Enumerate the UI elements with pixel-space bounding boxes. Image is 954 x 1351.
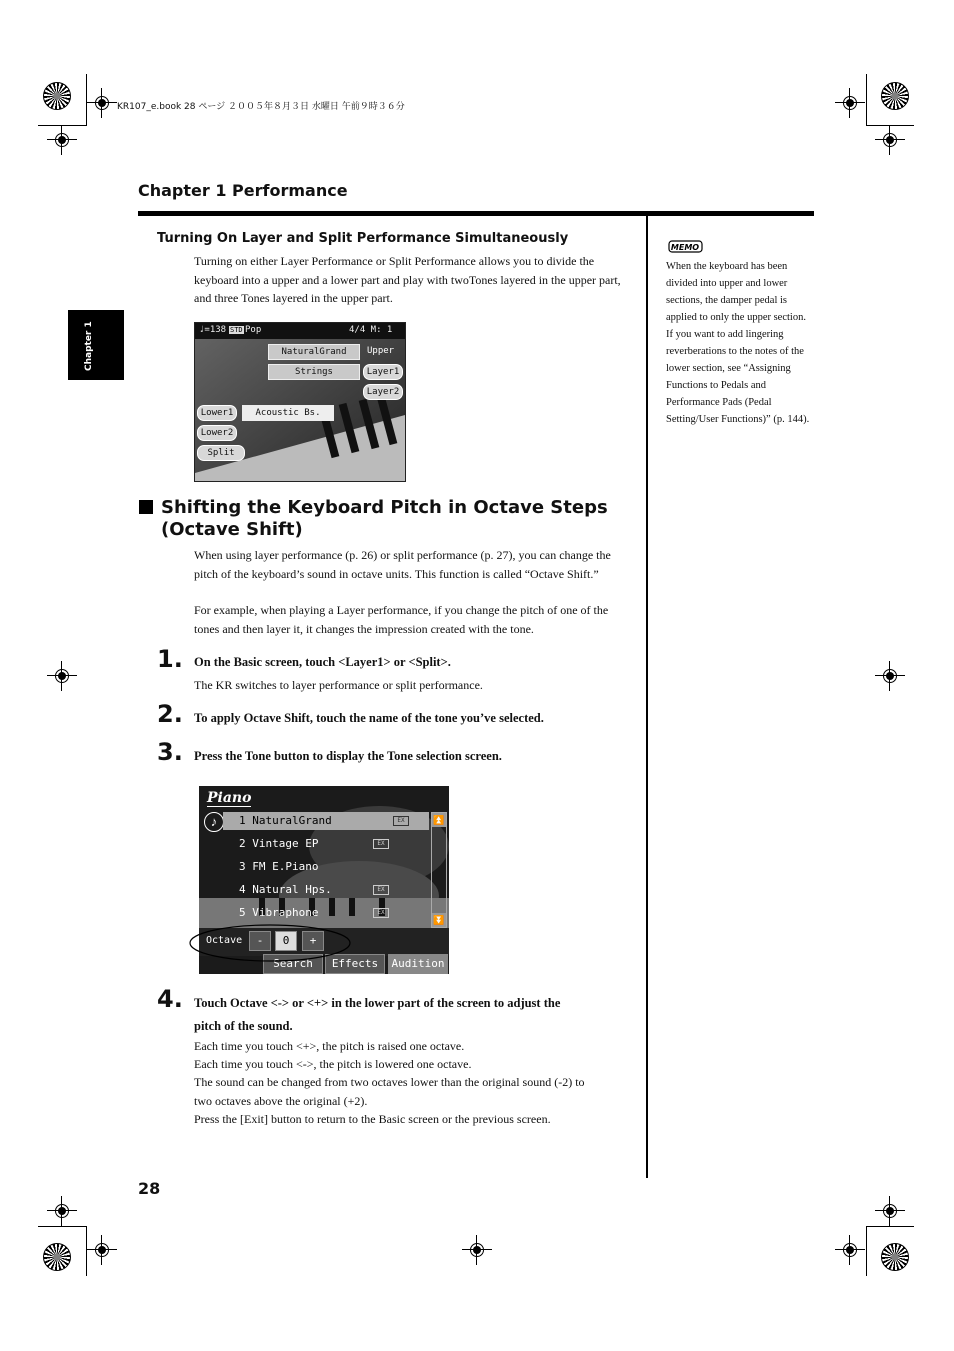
- step-text: Touch Octave <-> or <+> in the lower part of the screen to adjust the: [194, 996, 561, 1010]
- status-bar: [195, 323, 405, 339]
- memo-icon-label: MEMO: [670, 243, 700, 252]
- registration-mark: [47, 1196, 77, 1226]
- registration-mark: [875, 1196, 905, 1226]
- step-number: 1.: [157, 645, 183, 673]
- scrollbar[interactable]: [431, 812, 447, 928]
- step-note: The sound can be changed from two octaves lower than the original sound (-2) to: [194, 1075, 585, 1089]
- step-number: 3.: [157, 738, 183, 766]
- tone-name: 2 Vintage EP: [239, 837, 319, 850]
- octave-label: Octave: [206, 935, 243, 946]
- registration-mark: [875, 125, 905, 155]
- registration-mark: [87, 88, 117, 118]
- tone-name: 5 Vibraphone: [239, 906, 319, 919]
- lower-tone-name[interactable]: Acoustic Bs.: [242, 405, 334, 421]
- layer2-button[interactable]: Layer2: [363, 384, 403, 400]
- ex-badge: EX: [373, 839, 389, 849]
- step-text: pitch of the sound.: [194, 1019, 293, 1033]
- tone-list-item[interactable]: [223, 812, 429, 830]
- tone-list-item[interactable]: [239, 835, 409, 853]
- step-text: On the Basic screen, touch <Layer1> or <Split>.: [194, 655, 451, 669]
- page-number: 28: [138, 1179, 161, 1198]
- registration-rosette: [43, 1243, 71, 1271]
- tempo-readout: ♩=138: [199, 325, 227, 335]
- registration-rosette: [43, 82, 71, 110]
- registration-mark: [875, 661, 905, 691]
- subsection-body: Turning on either Layer Performance or Split Performance allows you to divide the keyboard into a upper and a lower part and play with twoTones layered in the upper part, and three Tones layered in the upper part.: [194, 254, 621, 305]
- step-number: 4.: [157, 985, 183, 1013]
- section-title-line1: Shifting the Keyboard Pitch in Octave Steps: [161, 497, 608, 518]
- memo-icon: [668, 239, 702, 253]
- style-name: Pop: [245, 325, 262, 335]
- subsection-title: Turning On Layer and Split Performance Simultaneously: [157, 231, 569, 246]
- header-rule: [138, 211, 814, 216]
- registration-mark: [47, 661, 77, 691]
- registration-mark: [835, 88, 865, 118]
- ex-badge: EX: [393, 816, 409, 826]
- tone-name: 3 FM E.Piano: [239, 860, 319, 873]
- file-header: KR107_e.book 28 ページ ２００５年８月３日 水曜日 午前９時３６分: [117, 102, 405, 112]
- octave-plus-button[interactable]: +: [302, 931, 324, 951]
- octave-value: 0: [275, 931, 297, 951]
- section-para2: For example, when playing a Layer performance, if you change the pitch of one of the tones and then layer it, it changes the impression created with the tone.: [194, 603, 609, 636]
- effects-button[interactable]: Effects: [325, 954, 385, 974]
- registration-rosette: [881, 82, 909, 110]
- ex-badge: EX: [373, 908, 389, 918]
- step-note: The KR switches to layer performance or split performance.: [194, 678, 483, 692]
- lower1-button[interactable]: Lower1: [197, 405, 237, 421]
- scroll-bottom-icon[interactable]: ⏬: [433, 915, 445, 925]
- step-note: Each time you touch <+>, the pitch is raised one octave.: [194, 1039, 465, 1053]
- measure-readout: 4/4 M: 1: [349, 325, 393, 335]
- octave-highlight-ellipse: [187, 922, 353, 964]
- step-note: Each time you touch <->, the pitch is lowered one octave.: [194, 1057, 472, 1071]
- search-button[interactable]: Search: [263, 954, 323, 974]
- tone-name: 1 NaturalGrand: [239, 814, 332, 827]
- column-divider: [646, 216, 648, 1178]
- registration-mark: [87, 1235, 117, 1265]
- note-icon: ♪: [204, 812, 224, 832]
- tone-name: 4 Natural Hps.: [239, 883, 332, 896]
- step-number: 2.: [157, 700, 183, 728]
- scroll-top-icon[interactable]: ⏫: [433, 815, 445, 825]
- registration-mark: [47, 125, 77, 155]
- step-note: two octaves above the original (+2).: [194, 1094, 368, 1108]
- chapter-header: Chapter 1 Performance: [138, 181, 348, 200]
- basic-screen-image: [194, 322, 406, 482]
- section-para1: When using layer performance (p. 26) or split performance (p. 27), you can change the pitch of the keyboard’s sound in octave units. This function is called “Octave Shift.”: [194, 548, 611, 581]
- registration-mark: [462, 1235, 492, 1265]
- category-title: Piano: [207, 790, 252, 806]
- ex-badge: EX: [373, 885, 389, 895]
- tone-list-item[interactable]: [239, 904, 409, 922]
- section-bullet: [139, 500, 153, 514]
- tone-list-item[interactable]: [239, 881, 409, 899]
- audition-button[interactable]: Audition: [388, 954, 448, 974]
- split-button[interactable]: Split: [197, 445, 245, 461]
- step-text: Press the Tone button to display the Tone selection screen.: [194, 749, 502, 763]
- upper-tone-name[interactable]: NaturalGrand: [268, 344, 360, 360]
- layer1-button[interactable]: Layer1: [363, 364, 403, 380]
- step-text: To apply Octave Shift, touch the name of the tone you’ve selected.: [194, 711, 544, 725]
- tone-list-item[interactable]: [239, 858, 409, 876]
- step-note: Press the [Exit] button to return to the Basic screen or the previous screen.: [194, 1112, 551, 1126]
- registration-mark: [835, 1235, 865, 1265]
- memo-text: When the keyboard has been divided into upper and lower sections, the damper pedal is applied to only the upper section. If you want to add lingering reverberations to the notes of the lower section, see “Assigning Functions to Pedals and Performance Pads (Pedal Setting/User Functions)” (p. 144).: [666, 261, 810, 425]
- chapter-side-tab: [68, 310, 124, 380]
- side-tab-label: Chapter 1: [84, 321, 94, 371]
- registration-rosette: [881, 1243, 909, 1271]
- style-badge: STD: [230, 326, 243, 334]
- octave-minus-button[interactable]: -: [249, 931, 271, 951]
- lower2-button[interactable]: Lower2: [197, 425, 237, 441]
- section-title-line2: (Octave Shift): [161, 519, 303, 540]
- layer-tone-name[interactable]: Strings: [268, 364, 360, 380]
- upper-label: Upper: [367, 346, 395, 356]
